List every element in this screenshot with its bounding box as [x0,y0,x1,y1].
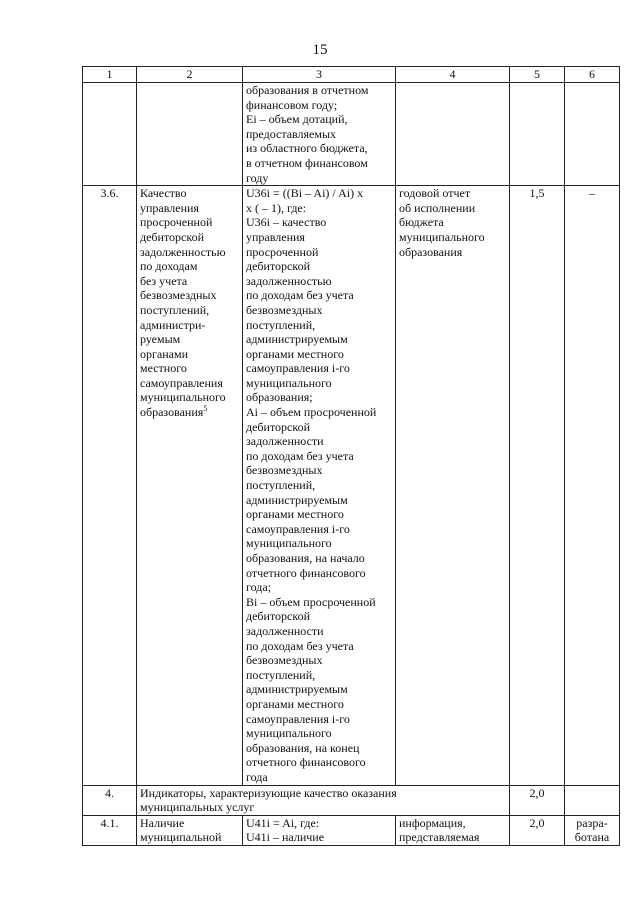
row-number-cell: 4. [83,785,137,815]
text-line: безвозмездных [246,302,323,317]
text-line: муниципального [246,536,332,551]
text-line: образования [399,244,463,259]
header-cell-5: 5 [510,67,565,83]
text-line: разра- [576,815,608,830]
text-line: муниципального [246,726,332,741]
text-line [140,405,239,420]
text-line: задолженности [246,623,324,638]
cont-note-cell [565,83,620,186]
header-cell-6: 6 [565,67,620,83]
text-line: годовой отчет [399,186,471,201]
text-line: ботана [574,830,610,845]
row-number-cell: 3.6. [83,186,137,785]
text-line: U41i – наличие [246,830,325,845]
text-line: бюджета [399,215,444,230]
text-line: поступлений, [246,317,316,332]
text-line: муниципальных услуг [140,800,255,815]
text-line: самоуправления i-го [246,361,350,376]
table-header-row [83,67,620,83]
text-line: администрируемым [246,492,348,507]
text-line: года [246,769,268,784]
text-line: без учета [140,273,188,288]
text-line: Индикаторы, характеризующие качество оказания [140,785,397,800]
text-segment: образования [140,405,204,420]
text-line: отчетного финансового [246,565,366,580]
weight-cell: 2,0 [510,785,565,815]
source-cell [396,186,510,785]
text-line: органами местного [246,507,344,522]
text-line: Ei – объем дотаций, [246,112,348,127]
table-row-4-1 [83,815,620,845]
text-line: в отчетном финансовом [246,155,368,170]
weight-cell: 1,5 [510,186,565,785]
text-line: x ( – 1), где: [246,200,307,215]
text-line: об исполнении [399,200,476,215]
text-line: безвозмездных [140,288,217,303]
formula-cell [243,815,396,845]
text-line: администрируемым [246,332,348,347]
text-line: по доходам без учета [246,288,354,303]
table-row-continued [83,83,620,186]
formula-cell [243,186,396,785]
table-row-3-6 [83,186,620,785]
section-title-cell [137,785,510,815]
text-line: Наличие [140,815,185,830]
cont-num-cell [83,83,137,186]
text-line: безвозмездных [246,653,323,668]
text-line: по доходам без учета [246,638,354,653]
text-line: задолженностью [246,273,332,288]
text-line: муниципального [399,229,485,244]
header-cell-4: 4 [396,67,510,83]
text-line: управления [140,200,199,215]
header-cell-2: 2 [137,67,243,83]
header-cell-1: 1 [83,67,137,83]
text-line: по доходам без учета [246,448,354,463]
text-line: году [246,170,269,185]
text-line: образования; [246,390,313,405]
indicator-name-cell [137,815,243,845]
text-line: информация, [399,815,466,830]
text-line: образования в отчетном [246,83,369,97]
text-line: руемым [140,332,181,347]
text-line: U41i = Ai, где: [246,815,320,830]
cont-formula-cell [243,83,396,186]
text-line: органами местного [246,346,344,361]
text-line: поступлений, [140,302,210,317]
note-cell [565,815,620,845]
text-line: поступлений, [246,478,316,493]
text-line: самоуправления i-го [246,521,350,536]
text-line: Качество [140,186,187,201]
text-line: дебиторской [246,419,311,434]
text-line: задолженности [246,434,324,449]
text-line: дебиторской [140,229,205,244]
footnote-marker: 5 [203,404,208,414]
text-line: Bi – объем просроченной [246,594,376,609]
note-cell: – [565,186,620,785]
text-line: года; [246,580,272,595]
page-number: 15 [312,42,328,58]
text-line: управления [246,229,305,244]
text-line: образования, на начало [246,551,365,565]
text-line: U36i = ((Bi – Ai) / Ai) x [246,186,364,201]
source-cell [396,815,510,845]
text-line: дебиторской [246,609,311,624]
cont-name-cell [137,83,243,186]
text-line: задолженностью [140,244,226,259]
text-line: администри- [140,317,206,332]
indicator-name-cell [137,186,243,785]
text-line: муниципального [246,375,332,390]
text-line: предоставляемых [246,126,337,141]
text-line: самоуправления i-го [246,711,350,726]
text-line: просроченной [140,215,213,230]
text-line: по доходам [140,259,198,274]
note-cell [565,785,620,815]
text-line: представляемая [399,830,480,845]
text-line: дебиторской [246,259,311,274]
table-row-4 [83,785,620,815]
text-line: поступлений, [246,667,316,682]
text-line: отчетного финансового [246,755,366,770]
text-line: безвозмездных [246,463,323,478]
text-line: органами местного [246,696,344,711]
cont-weight-cell [510,83,565,186]
text-line: просроченной [246,244,319,259]
text-line: из областного бюджета, [246,141,368,156]
row-number-cell: 4.1. [83,815,137,845]
indicator-table [82,66,620,846]
header-cell-3: 3 [243,67,396,83]
text-line: U36i – качество [246,215,327,230]
text-line: администрируемым [246,682,348,697]
weight-cell: 2,0 [510,815,565,845]
text-line: муниципальной [140,830,222,845]
text-line: муниципального [140,390,226,405]
text-line: органами [140,346,189,361]
text-line: Ai – объем просроченной [246,405,377,420]
text-line: самоуправления [140,375,223,390]
cont-source-cell [396,83,510,186]
text-line: финансовом году; [246,97,338,112]
text-line: образования, на конец [246,740,360,755]
text-line: местного [140,361,187,376]
